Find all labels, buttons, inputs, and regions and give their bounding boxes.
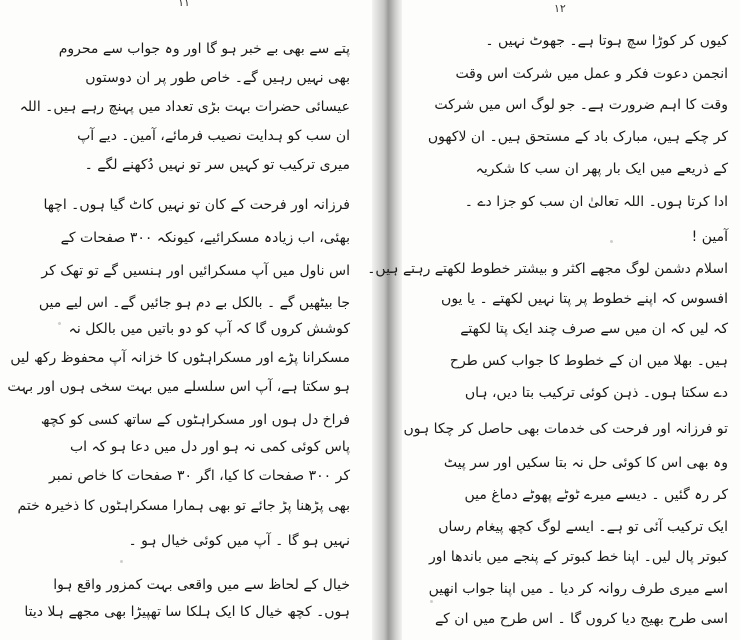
left-line-7: بھئی، اب زیادہ مسکرائیے، کیونکہ ۳۰۰ صفحات کے — [60, 230, 350, 246]
book-gutter — [372, 0, 402, 640]
left-line-5: میری ترکیب تو کہیں سر تو نہیں دُکھنے لگے ۔ — [84, 157, 350, 173]
left-page-number: ١١ — [178, 0, 190, 9]
right-line-2: انجمن دعوت فکر و عمل میں شرکت اس وقت — [455, 66, 728, 82]
right-line-18: اسے میری طرف روانہ کر دیا ۔ میں اپنا جواب انھیں — [428, 581, 728, 597]
right-line-19: اسی طرح بھیج دیا کروں گا ۔ اس طرح میں ان کے — [434, 611, 728, 627]
right-line-17: کبوتر پال لیں۔ اپنا خط کبوتر کے پنجے میں باندھا اور — [429, 549, 728, 565]
right-line-12: دے سکتا ہوں۔ ذہن کوئی ترکیب بتا دیں، ہاں — [464, 385, 728, 401]
right-line-6: ادا کرتا ہوں۔ اللہ تعالیٰ ان سب کو جزا دے ۔ — [464, 194, 728, 210]
left-line-6: فرزانہ اور فرحت کے کان تو نہیں کاٹ گیا ہوں۔ اچھا — [43, 197, 350, 213]
right-line-15: کر رہ گئیں ۔ دیسے میرے ٹوٹے پھوٹے دماغ میں — [464, 487, 728, 503]
left-line-13: فراخ دل ہوں اور مسکراہٹوں کے ساتھ کسی کو کچھ — [40, 412, 350, 428]
right-line-16: ایک ترکیب آئی تو ہے۔ ایسے لوگ کچھ پیغام رساں — [438, 519, 728, 535]
right-page — [367, 0, 740, 640]
paper-speckle — [58, 322, 61, 325]
right-line-9: افسوس کہ اپنے خطوط پر پتا نہیں لکھتے ۔ یا یوں — [441, 291, 728, 307]
left-line-12: ہو سکتا ہے، آپ اس سلسلے میں بہت سخی ہوں اور بہت — [7, 379, 350, 395]
right-line-13: تو فرزانہ اور فرحت کی خدمات بھی حاصل کر چکا ہوں — [403, 421, 728, 437]
right-line-5: کے ذریعے میں ایک بار پھر ان سب کا شکریہ — [475, 161, 728, 177]
left-line-9: جا بیٹھیں گے ۔ بالکل بے دم ہو جائیں گے۔ اس لیے میں — [38, 295, 350, 311]
right-line-8: اسلام دشمن لوگ مجھے اکثر و بیشتر خطوط لکھتے رہتے ہیں۔ — [367, 261, 728, 277]
left-line-11: مسکرانا پڑے اور مسکراہٹوں کا خزانہ آپ محفوظ رکھ لیں — [10, 350, 350, 366]
right-line-4: کر چکے ہیں، مبارک باد کے مستحق ہیں۔ ان لاکھوں — [427, 129, 728, 145]
left-line-18: خیال کے لحاظ سے میں واقعی بہت کمزور واقع ہوا — [53, 577, 350, 593]
left-line-17: نہیں ہو گا ۔ آپ میں کوئی خیال ہو ۔ — [128, 533, 350, 549]
right-page-number: ١٢ — [554, 2, 566, 15]
left-line-14: پاس کوئی کمی نہ ہو اور دل میں دعا ہو کہ اب — [69, 439, 350, 455]
right-line-3: وقت کا اہم ضرورت ہے۔ جو لوگ اس میں شرکت — [434, 97, 728, 113]
left-line-16: بھی پڑھنا پڑ جائے تو بھی ہمارا مسکراہٹوں کا ذخیرہ ختم — [17, 498, 350, 514]
left-line-4: ان سب کو ہدایت نصیب فرمائے، آمین۔ دیے آپ — [77, 128, 350, 144]
left-line-1: پتے سے بھی بے خبر ہو گا اور وہ جواب سے محروم — [58, 41, 350, 57]
right-line-1: کیوں کر کوڑا سچ ہوتا ہے۔ جھوٹ نہیں ۔ — [485, 33, 728, 49]
left-line-3: عیسائی حضرات بہت بڑی تعداد میں پہنچ رہے ہیں۔ اللہ — [19, 99, 350, 115]
right-line-10: کہ لیں کہ ان میں سے صرف چند ایک پتا لکھتے — [460, 321, 728, 337]
right-line-11: ہیں۔ بھلا میں ان کے خطوط کا جواب کس طرح — [449, 353, 728, 369]
right-line-14: وہ بھی اس کا کوئی حل نہ بتا سکیں اور سر پیٹ — [443, 455, 728, 471]
left-line-19: ہوں۔ کچھ خیال کا ایک ہلکا سا تھپیڑا بھی مجھے ہلا دیتا — [24, 604, 350, 620]
left-line-10: کوشش کروں گا کہ آپ کو دو باتیں میں بالکل نہ — [68, 321, 350, 337]
paper-speckle — [120, 560, 123, 563]
left-line-2: بھی نہیں رہیں گے۔ خاص طور پر ان دوستوں — [85, 70, 350, 86]
right-line-7: آمین ! — [691, 229, 728, 245]
left-line-8: اس ناول میں آپ مسکرائیں اور ہنسیں گے تو تھک کر — [41, 263, 350, 279]
paper-speckle — [430, 600, 433, 603]
left-line-15: کر ۳۰۰ صفحات کا کیا، اگر ۳۰ صفحات کا خاص نمبر — [48, 468, 350, 484]
paper-speckle — [610, 240, 613, 243]
